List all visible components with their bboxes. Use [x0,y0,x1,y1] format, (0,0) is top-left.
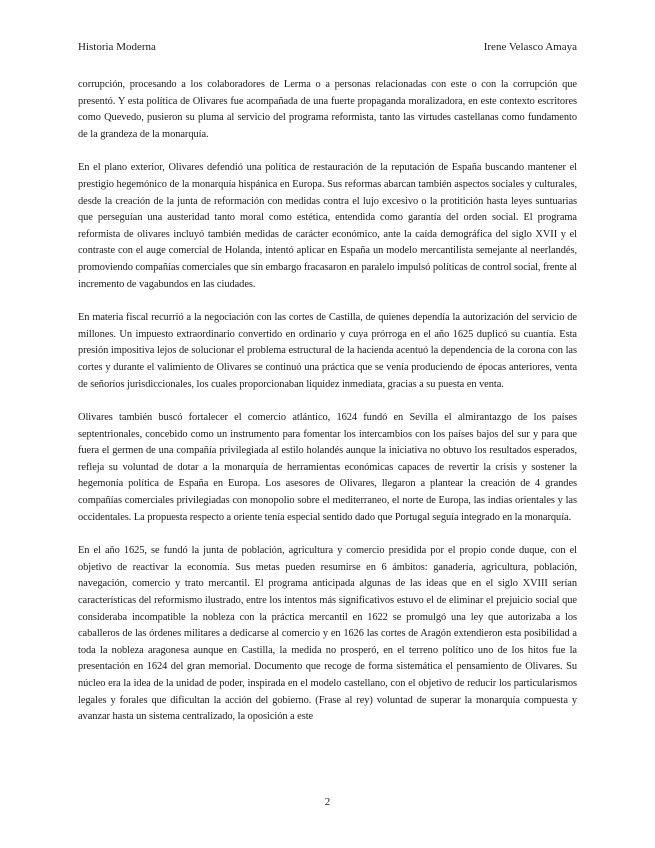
paragraph-foreign-policy: En el plano exterior, Olivares defendió una política de restauración de la reputación de España buscando mantener el prestigio hegemónico de la monarquía hispánica en Europa. Sus reformas abarcan también aspectos sociales y culturales, desde la creación de la junta de reformación con medidas contra el lujo excesivo o la protitición hasta leyes suntuarias que perseguían una austeridad tanto moral como estética, entendida como garantía del orden social. El programa reformista de olivares incluyó también medidas de carácter económico, ante la caída demográfica del siglo XVII y el contraste con el auge comercial de Holanda, intentó aplicar en España un modelo mercantilista semejante al neerlandés, promoviendo compañías comerciales que sin embargo fracasaron en paralelo impulsó políticas de control social, frente al incremento de vagabundos en las ciudades. [78,162,577,290]
paragraph-fiscal-policy: En materia fiscal recurrió a la negociación con las cortes de Castilla, de quienes dependía la autorización del servicio de millones. Un impuesto extraordinario convertido en ordinario y cuya prórroga en el año 1625 duplicó su cuantía. Esta presión impositiva lejos de solucionar el problema estructural de la hacienda acentuó la dependencia de la corona con las cortes y durante el valimiento de Olivares se continuó una práctica que se venía produciendo de épocas anteriores, venta de señoríos jurisdiccionales, los cuales proporcionaban liquidez inmediata, gracias a su puesta en venta. [78,312,577,390]
paragraph-corruption: corrupción, procesando a los colaboradores de Lerma o a personas relacionadas con este o con la corrupción que presentó. Y esta política de Olivares fue acompañada de una fuerte propaganda moralizadora, en este contexto escritores como Quevedo, pusieron su pluma al servicio del programa reformista, tanto las virtudes castellanas como fundamento de la grandeza de la monarquía. [78,79,577,140]
header-course-title: Historia Moderna [78,41,156,53]
page-number: 2 [324,796,331,808]
body-text [78,77,577,726]
paragraph-atlantic-commerce: Olivares también buscó fortalecer el comercio atlántico, 1624 fundó en Sevilla el almirantazgo de los países septentrionales, concebido como un instrumento para fomentar los intercambios con los países bajos del sur y para que fuera el germen de una compañía privilegiada al estilo holandés aunque la iniciativa no obtuvo los resultados esperados, refleja su voluntad de dotar a la monarquía de herramientas económicas capaces de revertir la crisis y sostener la hegemonía política de España en Europa. Los asesores de Olivares, llegaron a plantear la creación de 4 grandes compañías comerciales privilegiadas con monopolio sobre el mediterraneo, el norte de Europa, las indias orientales y las occidentales. La propuesta respecto a oriente tenía especial sentido dado que Portugal seguía integrado en la monarquía. [78,412,577,523]
paragraph-population-junta: En el año 1625, se fundó la junta de población, agricultura y comercio presidida por el propio conde duque, con el objetivo de reactivar la economía. Sus metas pueden resumirse en 6 ámbitos: ganadería, agricultura, población, navegación, comercio y trato mercantil. El programa anticipada algunas de las ideas que en el siglo XVIII serían características del reformismo ilustrado, entre los intentos más significativos estuvo el de eliminar el prejuicio social que consideraba incompatible la nobleza con la práctica mercantil en 1622 se promulgó una ley que autorizaba a los caballeros de las órdenes militares a dedicarse al comercio y en 1626 las cortes de Aragón extendieron esta posibilidad a toda la nobleza aragonesa aunque en Castilla, la medida no prosperó, en el terreno político uno de los hitos fue la presentación en 1624 del gran memorial. Documento que recoge de forma sistemática el pensamiento de Olivares. Su núcleo era la idea de la unidad de poder, inspirada en el modelo castellano, con el objetivo de reducir los particularismos legales y forales que dificultan la acción del gobierno. (Frase al rey) voluntad de superar la monarquía compuesta y avanzar hasta un sistema centralizado, la oposición a este [78,545,577,723]
header-author-name: Irene Velasco Amaya [483,41,577,53]
running-header [78,39,577,55]
